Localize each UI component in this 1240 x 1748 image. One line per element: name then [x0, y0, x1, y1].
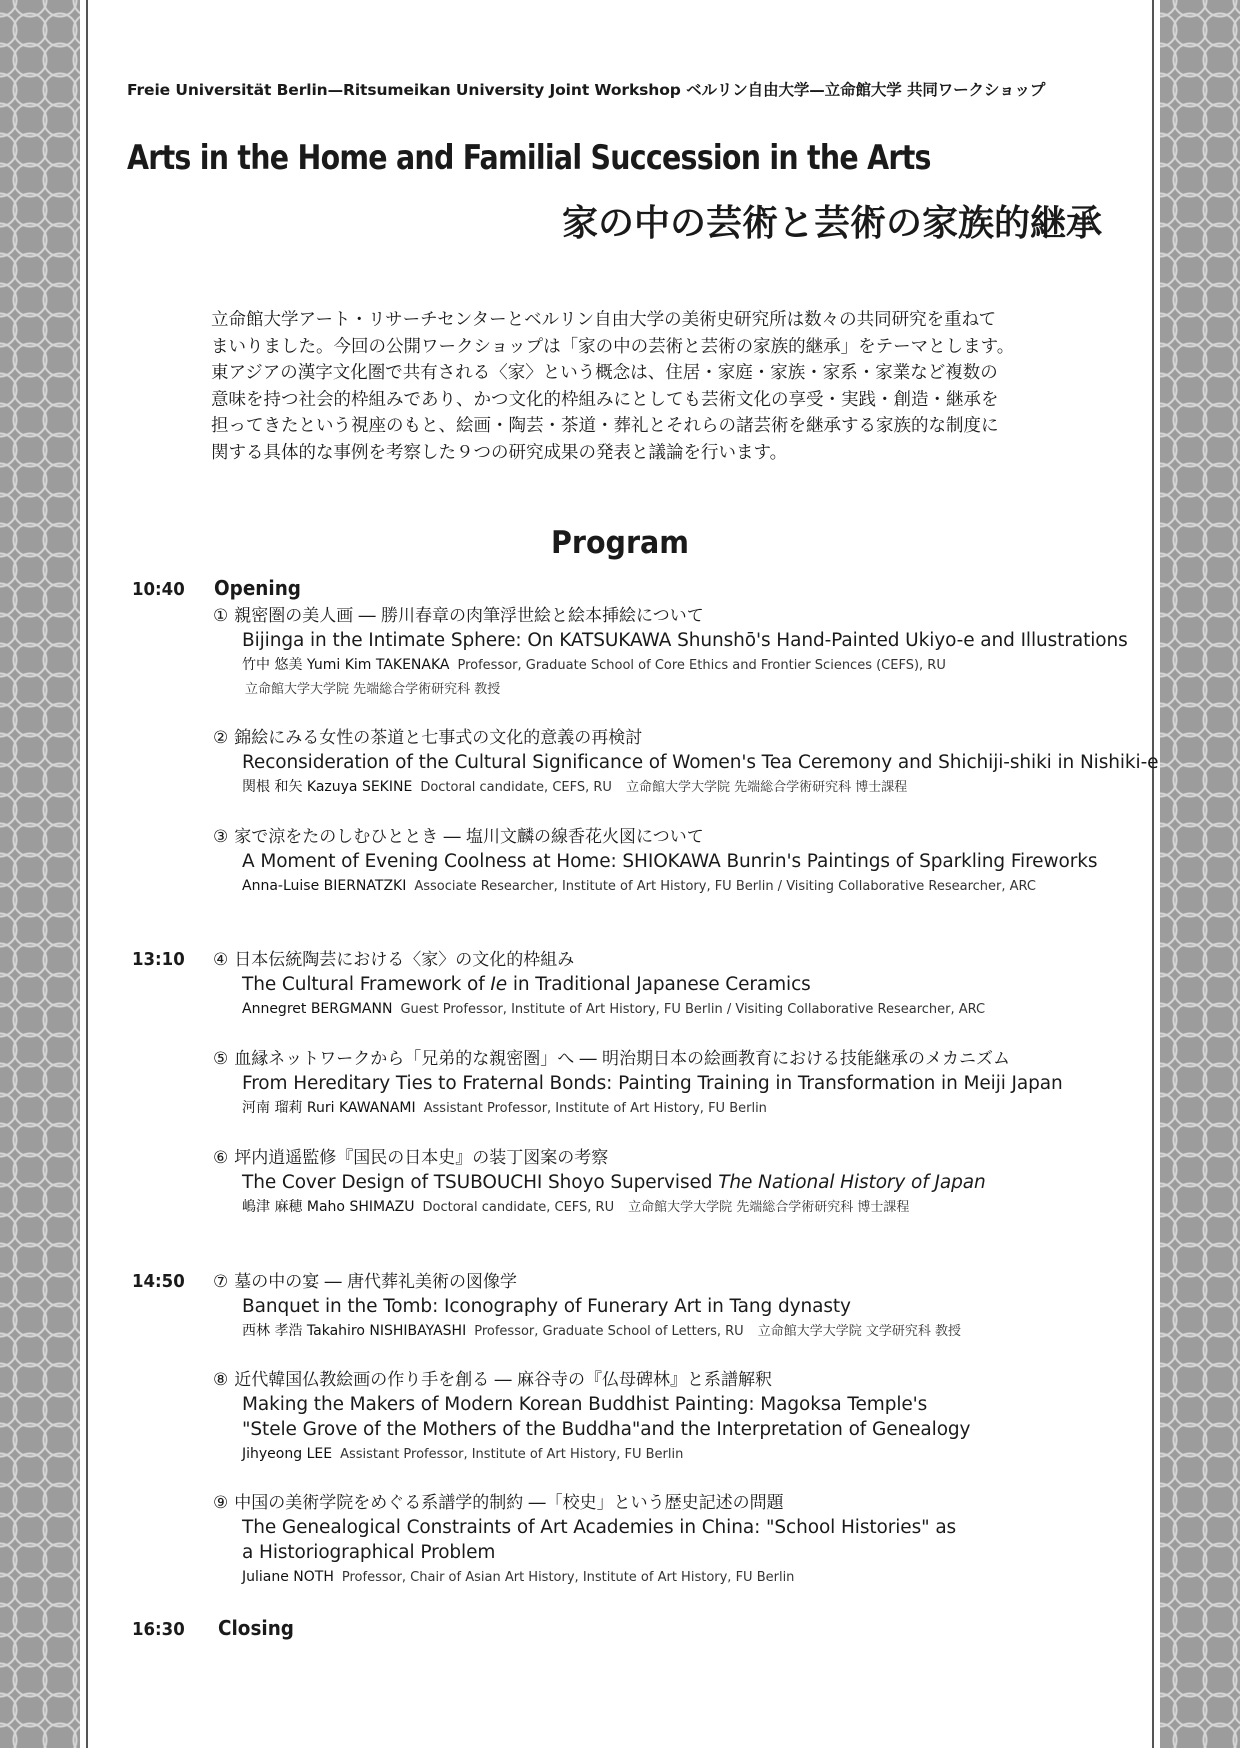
talk-speaker: 嶋津 麻穂 Maho SHIMAZU Doctoral candidate, CEFS, RU 立命館大学大学院 先端総合学術研究科 博士課程 — [242, 1199, 910, 1215]
intro-line: 立命館大学アート・リサーチセンターとベルリン自由大学の美術史研究所は数々の共同研究を重ねて — [211, 310, 997, 330]
decorative-border-right — [1160, 0, 1240, 1748]
talk-7 — [213, 1270, 1153, 1344]
intro-paragraph — [211, 307, 1091, 466]
title-japanese: 家の中の芸術と芸術の家族的継承 — [561, 203, 1102, 244]
talk-2 — [213, 726, 1159, 800]
intro-line: 意味を持つ社会的枠組みであり、かつ文化的枠組みにとしても芸術文化の享受・実践・創造・継承を — [211, 389, 999, 410]
talk-title-en-line-2: a Historiographical Problem — [242, 1542, 496, 1563]
talk-title-ja: ⑦ 墓の中の宴 ― 唐代葬礼美術の図像学 — [213, 1272, 518, 1292]
talk-5 — [213, 1047, 1153, 1121]
talk-4 — [213, 948, 1153, 1022]
talk-speaker: 関根 和矢 Kazuya SEKINE Doctoral candidate, CEFS, RU 立命館大学大学院 先端総合学術研究科 博士課程 — [242, 779, 908, 795]
talk-title-ja: ⑨ 中国の美術学院をめぐる系譜学的制約 ―「校史」という歴史記述の問題 — [213, 1493, 784, 1513]
decorative-border-left — [0, 0, 80, 1748]
talk-title-en: The Genealogical Constraints of Art Academies in China: "School Histories" as — [242, 1517, 957, 1538]
talk-speaker: Juliane NOTH Professor, Chair of Asian Art History, Institute of Art History, FU Berlin — [242, 1569, 795, 1585]
talk-title-ja: ⑧ 近代韓国仏教絵画の作り手を創る ― 麻谷寺の『仏母碑林』と系譜解釈 — [213, 1370, 773, 1390]
program-heading: Program — [550, 525, 689, 561]
title-english: Arts in the Home and Familial Succession in the Arts — [127, 138, 931, 178]
time-session-3: 14:50 — [132, 1271, 185, 1292]
talk-speaker: 竹中 悠美 Yumi Kim TAKENAKA Professor, Graduate School of Core Ethics and Frontier Sciences (CEFS), RU — [242, 657, 946, 673]
talk-title-ja: ⑤ 血縁ネットワークから「兄弟的な親密圏」へ ― 明治期日本の絵画教育における技能継承のメカニズム — [213, 1049, 1011, 1069]
talk-8 — [213, 1368, 1153, 1467]
talk-speaker: 西林 孝浩 Takahiro NISHIBAYASHI Professor, Graduate School of Letters, RU 立命館大学大学院 文学研究科 教授 — [242, 1323, 961, 1339]
talk-title-ja: ③ 家で涼をたのしむひととき ― 塩川文麟の線香花火図について — [213, 827, 704, 847]
talk-title-en-line-2: "Stele Grove of the Mothers of the Buddha"and the Interpretation of Genealogy — [242, 1419, 971, 1440]
session-closing: Closing — [218, 1616, 294, 1640]
intro-line: 東アジアの漢字文化圏で共有される〈家〉という概念は、住居・家庭・家族・家系・家業など複数の — [211, 363, 998, 383]
talk-speaker: Anna-Luise BIERNATZKI Associate Researcher, Institute of Art History, FU Berlin / Visiting Collaborative Researcher, ARC — [242, 878, 1036, 894]
talk-title-en: A Moment of Evening Coolness at Home: SHIOKAWA Bunrin's Paintings of Sparkling Fireworks — [242, 851, 1098, 872]
talk-speaker: 河南 瑠莉 Ruri KAWANAMI Assistant Professor, Institute of Art History, FU Berlin — [242, 1100, 767, 1116]
talk-title-en: The Cultural Framework of Ie in Traditional Japanese Ceramics — [242, 974, 811, 995]
talk-affiliation-ja: 立命館大学大学院 先端総合学術研究科 教授 — [245, 682, 501, 697]
intro-line: まいりました。今回の公開ワークショップは「家の中の芸術と芸術の家族的継承」をテーマとします。 — [211, 336, 1015, 357]
talk-title-en: Making the Makers of Modern Korean Buddhist Painting: Magoksa Temple's — [242, 1394, 928, 1415]
talk-3 — [213, 825, 1153, 899]
talk-title-ja: ④ 日本伝統陶芸における〈家〉の文化的枠組み — [213, 950, 575, 970]
frame-line-left — [86, 0, 88, 1748]
talk-speaker: Annegret BERGMANN Guest Professor, Institute of Art History, FU Berlin / Visiting Collaborative Researcher, ARC — [242, 1001, 986, 1017]
session-opening: Opening — [214, 576, 301, 600]
talk-title-en: The Cover Design of TSUBOUCHI Shoyo Supervised The National History of Japan — [242, 1172, 986, 1193]
talk-title-ja: ① 親密圏の美人画 ― 勝川春章の肉筆浮世絵と絵本挿絵について — [213, 606, 704, 626]
talk-title-ja: ⑥ 坪内逍遥監修『国民の日本史』の装丁図案の考察 — [213, 1148, 609, 1168]
talk-title-en: Bijinga in the Intimate Sphere: On KATSUKAWA Shunshō's Hand-Painted Ukiyo-e and Illustrations — [242, 630, 1128, 651]
time-opening: 10:40 — [132, 579, 185, 600]
talk-title-ja: ② 錦絵にみる女性の茶道と七事式の文化的意義の再検討 — [213, 728, 643, 748]
talk-title-en: From Hereditary Ties to Fraternal Bonds: Painting Training in Transformation in Meiji Japan — [242, 1073, 1063, 1094]
intro-line: 担ってきたという視座のもと、絵画・陶芸・茶道・葬礼とそれらの諸芸術を継承する家族的な制度に — [211, 416, 999, 436]
talk-1 — [213, 604, 1153, 702]
time-session-2: 13:10 — [132, 949, 185, 970]
talk-speaker: Jihyeong LEE Assistant Professor, Institute of Art History, FU Berlin — [242, 1446, 684, 1462]
talk-title-en: Banquet in the Tomb: Iconography of Funerary Art in Tang dynasty — [242, 1296, 851, 1317]
talk-title-en: Reconsideration of the Cultural Significance of Women's Tea Ceremony and Shichiji-shiki in Nishiki-e — [242, 752, 1159, 773]
talk-6 — [213, 1146, 1153, 1220]
talk-9 — [213, 1491, 1153, 1590]
time-closing: 16:30 — [132, 1619, 185, 1640]
header-line: Freie Universität Berlin—Ritsumeikan University Joint Workshop ベルリン自由大学—立命館大学 共同ワークショップ — [127, 81, 1046, 99]
intro-line: 関する具体的な事例を考察した９つの研究成果の発表と議論を行います。 — [211, 442, 788, 463]
